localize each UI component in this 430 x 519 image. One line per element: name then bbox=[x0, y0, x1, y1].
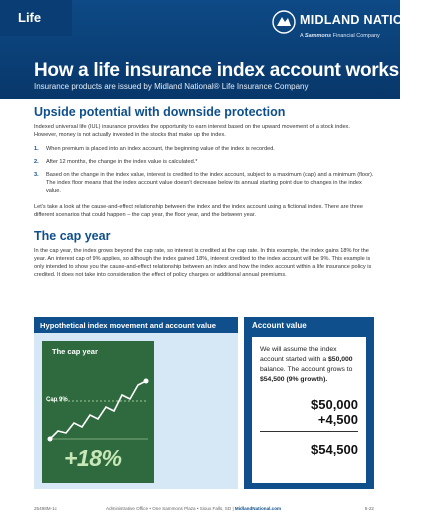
list-item: 3. Based on the change in the index value, interest is credited to the index account, subject to a maximum (cap) and a minimum (floor). The index floor means that the index account value doesn't decrease below its annual starting point due to changes in the index value. bbox=[34, 172, 374, 194]
section-heading-upside: Upside potential with downside protection bbox=[34, 105, 286, 119]
category-tab-label: Life bbox=[18, 10, 42, 25]
index-gain-percent: +18% bbox=[64, 445, 122, 471]
brand-tagline: A Sammons Financial Company bbox=[300, 33, 380, 39]
list-item: 2. After 12 months, the change in the index value is calculated.* bbox=[34, 159, 198, 165]
page-title: How a life insurance index account works bbox=[34, 60, 399, 81]
brand-logo bbox=[272, 10, 430, 46]
website-link[interactable]: MidlandNational.com bbox=[234, 506, 282, 511]
list-item: 1. When premium is placed into an index account, the beginning value of the index is recorded. bbox=[34, 146, 275, 152]
sum-divider bbox=[260, 431, 358, 432]
category-tab bbox=[0, 0, 72, 36]
panel-heading: Hypothetical index movement and account value bbox=[34, 317, 238, 333]
account-value-heading: Account value bbox=[252, 321, 307, 330]
page-subtitle: Insurance products are issued by Midland National® Life Insurance Company bbox=[34, 82, 309, 91]
logo-mark-icon bbox=[272, 10, 296, 34]
office-address: Administrative Office • One Sammons Plaza • Sioux Falls, SD | MidlandNational.com bbox=[106, 506, 282, 511]
scenario-paragraph: Let's take a look at the cause-and-effect relationship between the index and the index account using a fictional index. There are three different scenarios that could happen – the cap year, the floor year, and the between year. bbox=[34, 204, 363, 218]
page-header bbox=[0, 0, 430, 99]
section-heading-cap-year: The cap year bbox=[34, 229, 111, 243]
index-line bbox=[50, 381, 146, 439]
end-point bbox=[144, 379, 149, 384]
brand-name: MIDLAND NATIONAL bbox=[300, 13, 430, 27]
main-content bbox=[34, 105, 374, 279]
account-value-card bbox=[252, 337, 366, 483]
chart-label: The cap year bbox=[52, 347, 98, 356]
cap-year-section bbox=[34, 229, 374, 279]
account-value-text: We will assume the index account started with a $50,000 balance. The account grows to $54,500 (9% growth). bbox=[260, 346, 353, 383]
index-chart bbox=[42, 341, 154, 483]
cap-year-paragraph: In the cap year, the index grows beyond the cap rate, so interest is credited at the cap rate. In this example, the index gains 18% for the year. An interest cap of 9% applies, so although the index gained 18%, interest credited to the index account will be 9%. This example is only intended to show you the cause-and-effect relationship between an index and how the index account within a life insurance policy is credited. It does not take into consideration the effect of policy charges or additional annual premiums. bbox=[34, 248, 372, 278]
growth-amount: +4,500 bbox=[317, 412, 358, 427]
ending-amount: $54,500 bbox=[311, 442, 358, 457]
starting-amount: $50,000 bbox=[311, 397, 358, 412]
start-point bbox=[48, 437, 53, 442]
intro-paragraph: Indexed universal life (IUL) insurance provides the opportunity to earn interest based on the upward movement of a stock index. However, money is not actually invested in the stocks that make up the index. bbox=[34, 124, 350, 138]
edition-date: 5-22 bbox=[364, 506, 374, 511]
cap-label: Cap 9% bbox=[46, 397, 68, 403]
form-number: 25498M-1c bbox=[34, 506, 57, 511]
account-value-panel bbox=[244, 317, 374, 489]
steps-list bbox=[34, 145, 374, 195]
index-movement-panel bbox=[34, 317, 238, 489]
